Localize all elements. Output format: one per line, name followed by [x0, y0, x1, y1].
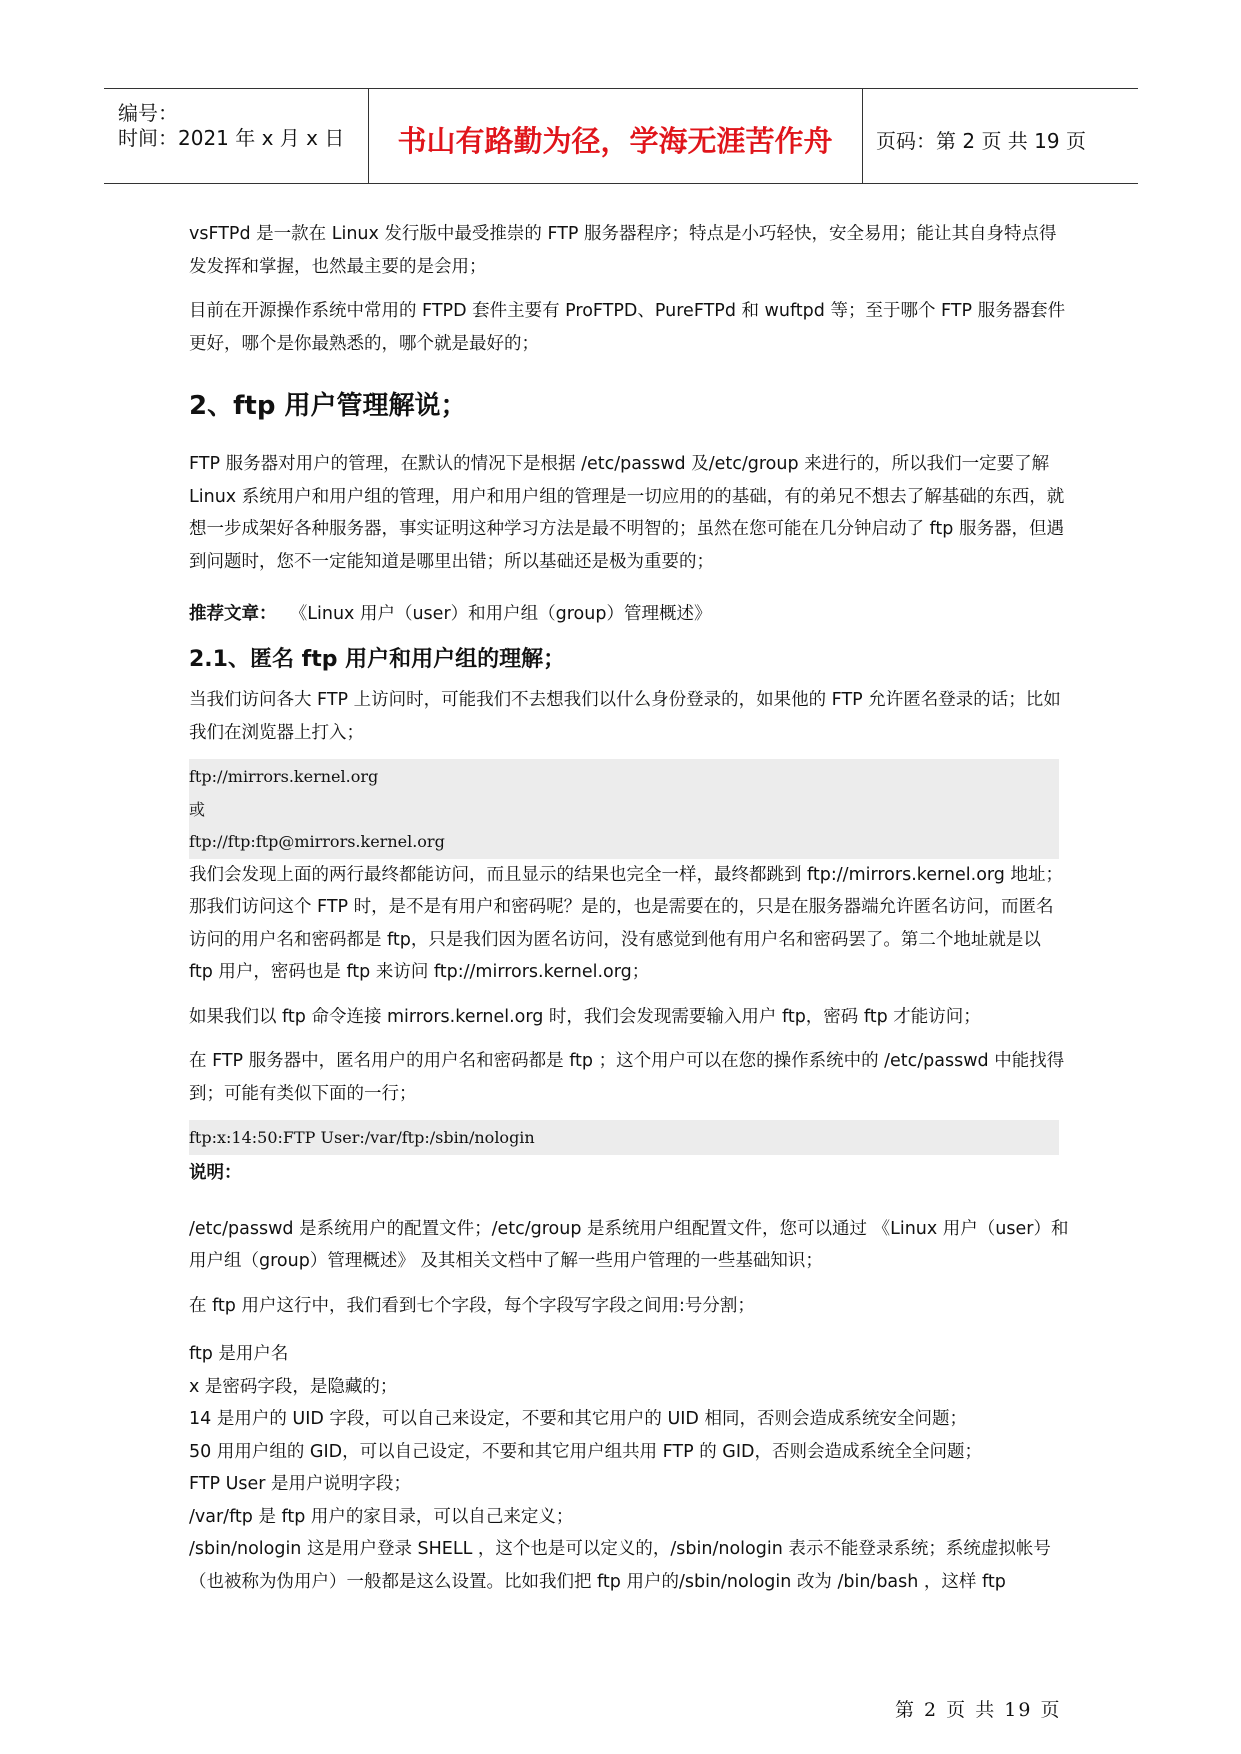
field-item: FTP User 是用户说明字段；: [189, 1474, 412, 1494]
field-item: /var/ftp 是 ftp 用户的家目录，可以自己来定义；: [189, 1506, 574, 1527]
paragraph-seven-fields: 在 ftp 用户这行中，我们看到七个字段，每个字段写字段之间用:号分割；: [189, 1295, 755, 1316]
paragraph-anonymous-access: 当我们访问各大 FTP 上访问时，可能我们不去想我们以什么身份登录的，如果他的 FTP 允许匿名登录的话；比如我们在浏览器上打入；: [189, 690, 1061, 743]
code-line: ftp://mirrors.kernel.org: [189, 767, 379, 786]
header-time: 时间：2021 年 x 月 x 日: [118, 126, 345, 150]
code-line: ftp://ftp:ftp@mirrors.kernel.org: [189, 832, 445, 851]
field-item: ftp 是用户名: [189, 1344, 289, 1364]
paragraph-ftpd-suites: 目前在开源操作系统中常用的 FTPD 套件主要有 ProFTPD、PureFTPd 和 wuftpd 等；至于哪个 FTP 服务器套件更好，哪个是你最熟悉的，哪个就是最好的；: [189, 301, 1066, 354]
field-item: x 是密码字段，是隐藏的；: [189, 1376, 398, 1397]
section-heading: 2、ftp 用户管理解说；: [189, 391, 467, 421]
page-footer: 第 2 页 共 19 页: [895, 1699, 1062, 1721]
code-line: 或: [189, 799, 206, 819]
paragraph-ftp-command: 如果我们以 ftp 命令连接 mirrors.kernel.org 时，我们会发现需要输入用户 ftp，密码 ftp 才能访问；: [189, 1006, 981, 1027]
code-block-passwd: [189, 1120, 1059, 1155]
recommended-link[interactable]: 《Linux 用户（user）和用户组（group）管理概述》: [298, 604, 712, 624]
paragraph-passwd-entry: 在 FTP 服务器中，匿名用户的用户名和密码都是 ftp ；这个用户可以在您的操作系统中的 /etc/passwd 中能找得到；可能有类似下面的一行；: [189, 1051, 1065, 1104]
header-motto: 书山有路勤为径，学海无涯苦作舟: [397, 124, 833, 158]
paragraph-config-files: /etc/passwd 是系统用户的配置文件；/etc/group 是系统用户组配置文件，您可以通过 《Linux 用户（user）和用户组（group）管理概述》 及其相关文档中了解一些用户管理的一些基础知识；: [189, 1218, 1069, 1271]
page-header: [104, 88, 1138, 184]
code-line: ftp:x:14:50:FTP User:/var/ftp:/sbin/nologin: [189, 1128, 535, 1147]
paragraph-user-management: FTP 服务器对用户的管理，在默认的情况下是根据 /etc/passwd 及/etc/group 来进行的，所以我们一定要了解 Linux 系统用户和用户组的管理，用户和用户组的管理是一切应用的的基础，有的弟兄不想去了解基础的东西，就想一步成架好各种服务器，事实证明这种学习方法是最不明智的；虽然在您可能在几分钟启动了 ftp 服务器，但遇到问题时，您不一定能知道是哪里出错；所以基础还是极为重要的；: [189, 454, 1065, 572]
document-body: [189, 218, 1069, 1598]
recommended-article: [189, 598, 1069, 630]
paragraph-intro: vsFTPd 是一款在 Linux 发行版中最受推崇的 FTP 服务器程序；特点是小巧轻快，安全易用；能让其自身特点得发发挥和掌握，也然最主要的是会用；: [189, 224, 1057, 277]
recommended-label: 推荐文章：: [189, 604, 277, 624]
paragraph-anonymous-explanation: 我们会发现上面的两行最终都能访问，而且显示的结果也完全一样，最终都跳到 ftp://mirrors.kernel.org 地址；那我们访问这个 FTP 时，是不是有用户和密码呢？是的，也是需要在的，只是在服务器端允许匿名访问，而匿名访问的用户名和密码都是 ftp，只是我们因为匿名访问，没有感觉到他有用户名和密码罢了。第二个地址就是以 ftp 用户，密码也是 ftp 来访问 ftp://mirrors.kernel.org；: [189, 864, 1063, 982]
note-label: 说明：: [189, 1162, 242, 1183]
header-number: 编号：: [118, 101, 178, 125]
header-page-cell: [862, 89, 1138, 183]
field-list: [189, 1338, 1069, 1598]
field-item: 50 用用户组的 GID，可以自己设定，不要和其它用户组共用 FTP 的 GID，否则会造成系统全全问题；: [189, 1441, 982, 1462]
header-info-cell: [104, 89, 369, 183]
field-item: /sbin/nologin 这是用户登录 SHELL ，这个也是可以定义的，/sbin/nologin 表示不能登录系统；系统虚拟帐号（也被称为伪用户）一般都是这么设置。比如我们把 ftp 用户的/sbin/nologin 改为 /bin/bash ，这样 ftp: [189, 1539, 1051, 1592]
header-motto-cell: [368, 89, 863, 183]
code-block-urls: [189, 759, 1059, 859]
subsection-heading: 2.1、匿名 ftp 用户和用户组的理解；: [189, 647, 566, 672]
field-item: 14 是用户的 UID 字段，可以自己来设定，不要和其它用户的 UID 相同，否则会造成系统安全问题；: [189, 1409, 967, 1429]
header-page-number: 页码：第 2 页 共 19 页: [876, 129, 1086, 153]
